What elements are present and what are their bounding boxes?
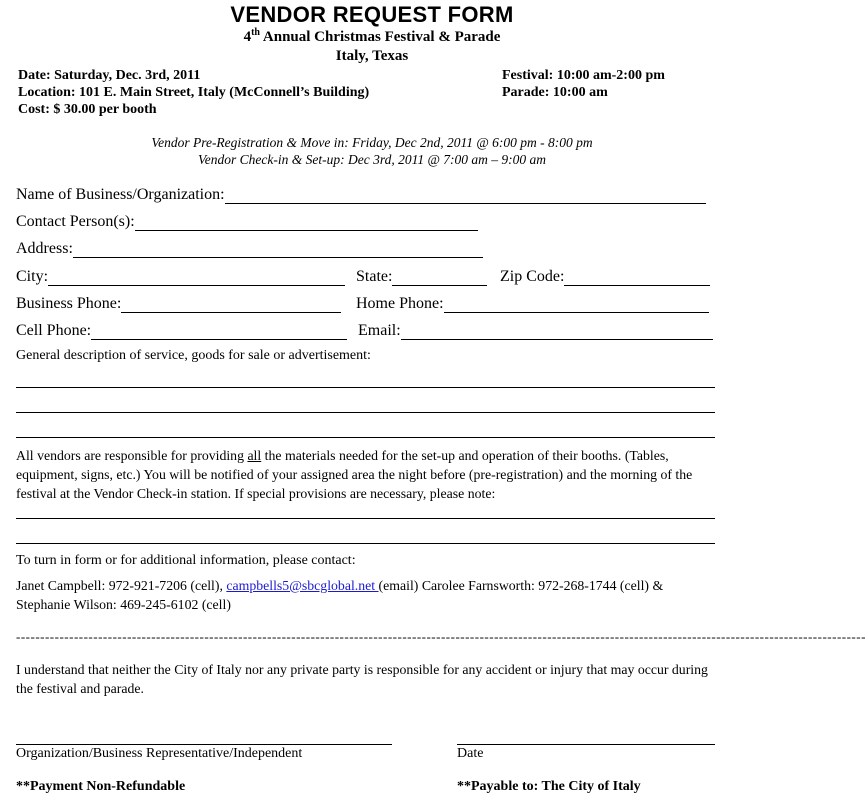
pre-registration-note: Vendor Pre-Registration & Move in: Friday, Dec 2nd, 2011 @ 6:00 pm - 8:00 pm: [151, 135, 593, 150]
business-name-field[interactable]: [16, 186, 710, 204]
description-line-1[interactable]: [16, 387, 715, 388]
description-line-2[interactable]: [16, 412, 715, 413]
event-date: Date: Saturday, Dec. 3rd, 2011: [18, 68, 201, 83]
special-provisions-line-1[interactable]: [16, 518, 715, 519]
payment-non-refundable: **Payment Non-Refundable: [16, 779, 186, 794]
representative-label: Organization/Business Representative/Independent: [16, 746, 303, 761]
event-cost: Cost: $ 30.00 per booth: [18, 102, 157, 117]
parade-time: Parade: 10:00 am: [502, 85, 608, 100]
event-location-line: Italy, Texas: [335, 48, 409, 64]
contact-person-label: Contact Person(s):: [16, 213, 135, 230]
date-signature-line[interactable]: [457, 744, 715, 745]
business-phone-label: Business Phone:: [16, 295, 122, 312]
email-field[interactable]: [358, 322, 717, 340]
payable-to: **Payable to: The City of Italy: [457, 779, 641, 794]
cell-phone-line[interactable]: [91, 325, 347, 340]
event-subtitle: 4th Annual Christmas Festival & Parade: [243, 27, 501, 45]
special-provisions-line-2[interactable]: [16, 543, 715, 544]
address-field[interactable]: [16, 240, 487, 258]
business-name-label: Name of Business/Organization:: [16, 186, 225, 203]
home-phone-field[interactable]: [356, 295, 713, 313]
city-field[interactable]: [16, 268, 349, 286]
city-line[interactable]: [48, 271, 345, 286]
cell-phone-label: Cell Phone:: [16, 322, 92, 339]
address-line[interactable]: [73, 243, 483, 258]
contact-intro: To turn in form or for additional information, please contact:: [16, 553, 356, 568]
email-line[interactable]: [401, 325, 713, 340]
contact-email-link[interactable]: campbells5@sbcglobal.net: [226, 578, 379, 593]
business-name-line[interactable]: [225, 189, 706, 204]
tear-off-divider: --------------------------------------------------------------------------------------------------------------------------------------------------------------------------------: [16, 629, 866, 644]
zip-line[interactable]: [564, 271, 710, 286]
cell-phone-field[interactable]: [16, 322, 351, 340]
contacts-paragraph: Janet Campbell: 972-921-7206 (cell), campbells5@sbcglobal.net (email) Carolee Farnsworth: 972-268-1744 (cell) & Stephanie Wilson: 469-245-6102 (cell): [16, 578, 664, 612]
business-phone-line[interactable]: [121, 298, 341, 313]
date-label: Date: [457, 746, 484, 761]
state-field[interactable]: [356, 268, 491, 286]
email-label: Email:: [358, 322, 401, 339]
home-phone-line[interactable]: [444, 298, 709, 313]
description-line-3[interactable]: [16, 437, 715, 438]
city-label: City:: [16, 268, 49, 285]
representative-signature-line[interactable]: [16, 744, 392, 745]
liability-statement: I understand that neither the City of Italy nor any private party is responsible for any accident or injury that may occur during the festival and parade.: [16, 662, 708, 696]
state-label: State:: [356, 268, 393, 285]
address-label: Address:: [16, 240, 73, 257]
contact-person-field[interactable]: [16, 213, 482, 231]
home-phone-label: Home Phone:: [356, 295, 444, 312]
business-phone-field[interactable]: [16, 295, 345, 313]
form-title: VENDOR REQUEST FORM: [230, 2, 514, 27]
event-location: Location: 101 E. Main Street, Italy (McConnell’s Building): [18, 85, 370, 100]
zip-field[interactable]: [500, 268, 714, 286]
check-in-note: Vendor Check-in & Set-up: Dec 3rd, 2011 @ 7:00 am – 9:00 am: [198, 152, 546, 167]
contact-person-line[interactable]: [135, 216, 478, 231]
state-line[interactable]: [392, 271, 487, 286]
responsibility-paragraph: All vendors are responsible for providing all the materials needed for the set-up and operation of their booths. (Tables, equipment, signs, etc.) You will be notified of your assigned area the night before (pre-registration) and the morning of the festival at the Vendor Check-in station. If special provisions are necessary, please note:: [16, 448, 693, 501]
zip-label: Zip Code:: [500, 268, 565, 285]
description-label: General description of service, goods for sale or advertisement:: [16, 348, 371, 363]
festival-time: Festival: 10:00 am-2:00 pm: [502, 68, 665, 83]
